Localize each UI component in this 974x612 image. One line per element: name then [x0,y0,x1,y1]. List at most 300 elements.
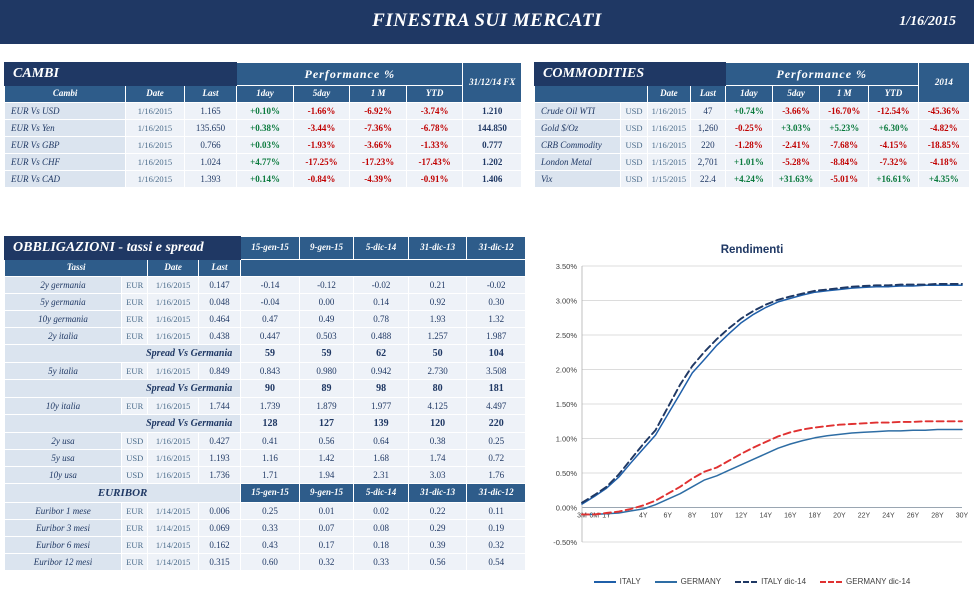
obblig-row-5-c6: 3.508 [467,362,526,379]
cambi-row-3-1day: +4.77% [237,153,294,170]
euribor-col-31dic12[interactable]: 31-dic-12 [467,483,526,502]
obblig-row-9-date: 1/16/2015 [148,432,198,449]
cambi-row-3-last: 1.024 [184,153,237,170]
commodities-row-1-1day: -0.25% [725,119,772,136]
cambi-row-1-fx: 144.850 [463,119,522,136]
obblig-spread-2-v5: 120 [408,414,467,432]
obblig-row-11-c6: 1.76 [467,466,526,483]
cambi-row-0-5day: -1.66% [293,102,350,119]
svg-text:0.00%: 0.00% [555,503,577,513]
obblig-row-9-c4: 0.64 [354,432,409,449]
obblig-row-1-c3: 0.00 [299,293,354,310]
svg-text:2.50%: 2.50% [555,331,577,340]
commodities-col-1day[interactable]: 1day [725,86,772,103]
commodities-row-0-cur: USD [621,102,648,119]
commodities-row-2-date: 1/16/2015 [647,136,690,153]
commodities-row-2-1m: -7.68% [820,136,869,153]
obblig-row-7-date: 1/16/2015 [148,397,198,414]
obblig-row-9-cur: USD [122,432,148,449]
legend-swatch [655,581,677,583]
chart-legend [534,577,970,586]
svg-text:20Y: 20Y [833,512,846,520]
cambi-row-4-last: 1.393 [184,170,237,187]
commodities-row-0-name: Crude Oil WTI [535,102,621,119]
table-row [5,310,526,327]
page-title: FINESTRA SUI MERCATI [372,10,602,31]
commodities-row-0-2014: -45.36% [918,102,969,119]
euribor-row-1-name: Euribor 3 mesi [5,519,122,536]
commodities-row-1-ytd: +6.30% [869,119,918,136]
euribor-row-1-c4: 0.08 [354,519,409,536]
obblig-col-last[interactable]: Last [198,260,240,277]
cambi-col-ytd[interactable]: YTD [406,86,463,103]
cambi-col-1m[interactable]: 1 M [350,86,407,103]
report-date: 1/16/2015 [899,14,956,29]
commodities-row-0-1m: -16.70% [820,102,869,119]
cambi-row-0-last: 1.165 [184,102,237,119]
commodities-row-0-5day: -3.66% [772,102,819,119]
obblig-row-2-c4: 0.78 [354,310,409,327]
cambi-row-0-1day: +0.10% [237,102,294,119]
svg-text:1.00%: 1.00% [555,434,577,444]
obblig-row-0-name: 2y germania [5,276,122,293]
obblig-row-5-c2: 0.843 [241,362,300,379]
obblig-row-9-c6: 0.25 [467,432,526,449]
legend-swatch [594,581,616,583]
commodities-row-4-name: Vix [535,170,621,187]
obblig-row-10-c4: 1.68 [354,449,409,466]
chart-series-italy-dic-14 [582,284,962,503]
obblig-row-1-name: 5y germania [5,293,122,310]
obblig-row-1-c4: 0.14 [354,293,409,310]
obblig-col-5dic[interactable]: 5-dic-14 [354,237,409,260]
table-row [5,536,526,553]
obblig-spread-1-label: Spread Vs Germania [5,379,241,397]
euribor-row-1-c6: 0.19 [467,519,526,536]
legend-item-italy[interactable] [594,577,641,586]
rendimenti-chart-panel [534,244,970,592]
svg-text:10Y: 10Y [710,512,724,520]
euribor-row-0-last: 0.006 [198,502,240,519]
svg-text:14Y: 14Y [759,512,773,520]
obblig-row-3-c5: 1.257 [408,327,467,344]
table-row [5,170,522,187]
cambi-header-row [5,86,522,103]
commodities-row-0-date: 1/16/2015 [647,102,690,119]
commodities-col-2014: 2014 [918,63,969,103]
obblig-spread-0-v3: 59 [299,344,354,362]
cambi-row-1-5day: -3.44% [293,119,350,136]
cambi-row-2-1day: +0.03% [237,136,294,153]
obbligazioni-panel [4,236,526,571]
euribor-col-15gen[interactable]: 15-gen-15 [241,483,300,502]
obblig-spread-0-v4: 62 [354,344,409,362]
obblig-row-5-c3: 0.980 [299,362,354,379]
commodities-col-date[interactable]: Date [647,86,690,103]
obblig-row-3-c4: 0.488 [354,327,409,344]
commodities-row-0-ytd: -12.54% [869,102,918,119]
commodities-row-0-1day: +0.74% [725,102,772,119]
cambi-row-4-5day: -0.84% [293,170,350,187]
chart-area [534,258,970,588]
obblig-row-10-c5: 1.74 [408,449,467,466]
commodities-row-3-ytd: -7.32% [869,153,918,170]
euribor-row-2-last: 0.162 [198,536,240,553]
obblig-row-3-c3: 0.503 [299,327,354,344]
legend-swatch [820,581,842,583]
obblig-spread-1-v3: 89 [299,379,354,397]
cambi-row-0-ytd: -3.74% [406,102,463,119]
chart-series-germany-dic-14 [582,421,962,514]
obblig-row-10-c2: 1.16 [241,449,300,466]
legend-item-germany-dic-14[interactable] [820,577,910,586]
commodities-row-4-cur: USD [621,170,648,187]
commodities-row-0-last: 47 [690,102,725,119]
euribor-row-1-c5: 0.29 [408,519,467,536]
cambi-col-last[interactable]: Last [184,86,237,103]
commodities-row-4-1m: -5.01% [820,170,869,187]
commodities-row-1-1m: +5.23% [820,119,869,136]
legend-label: GERMANY dic-14 [846,577,911,586]
obblig-row-3-cur: EUR [122,327,148,344]
euribor-row-3-date: 1/14/2015 [148,553,198,570]
cambi-row-3-1m: -17.23% [350,153,407,170]
cambi-section-title: CAMBI [5,63,237,86]
obblig-spread-0-label: Spread Vs Germania [5,344,241,362]
legend-label: ITALY dic-14 [761,577,807,586]
obblig-row-7-c5: 4.125 [408,397,467,414]
obblig-row-0-c4: -0.02 [354,276,409,293]
commodities-col-last[interactable]: Last [690,86,725,103]
commodities-row-2-1day: -1.28% [725,136,772,153]
obblig-spread-0-v6: 104 [467,344,526,362]
obblig-row-3-c6: 1.987 [467,327,526,344]
euribor-row-1-cur: EUR [122,519,148,536]
svg-text:18Y: 18Y [808,512,822,520]
obblig-row-10-c6: 0.72 [467,449,526,466]
svg-text:28Y: 28Y [931,512,944,520]
obblig-row-1-c2: -0.04 [241,293,300,310]
cambi-row-2-5day: -1.93% [293,136,350,153]
svg-text:4Y: 4Y [639,512,648,520]
obblig-spread-1-v4: 98 [354,379,409,397]
commodities-col-5day[interactable]: 5day [772,86,819,103]
euribor-row-0-c3: 0.01 [299,502,354,519]
table-row [5,432,526,449]
obblig-row-7-last: 1.744 [198,397,240,414]
obblig-row-10-cur: USD [122,449,148,466]
euribor-row-2-date: 1/14/2015 [148,536,198,553]
obblig-row-2-c3: 0.49 [299,310,354,327]
svg-text:1.50%: 1.50% [555,400,577,409]
cambi-row-1-1m: -7.36% [350,119,407,136]
obblig-row-1-cur: EUR [122,293,148,310]
euribor-col-5dic[interactable]: 5-dic-14 [354,483,409,502]
svg-text:1Y: 1Y [602,512,611,520]
obbligazioni-section-title: OBBLIGAZIONI - tassi e spread [5,237,241,260]
euribor-row-2-c3: 0.17 [299,536,354,553]
euribor-row-2-cur: EUR [122,536,148,553]
cambi-row-2-1m: -3.66% [350,136,407,153]
commodities-row-2-cur: USD [621,136,648,153]
commodities-row-3-2014: -4.18% [918,153,969,170]
obblig-row-9-c2: 0.41 [241,432,300,449]
obblig-col-date[interactable]: Date [148,260,198,277]
cambi-row-1-last: 135.650 [184,119,237,136]
obblig-row-11-c4: 2.31 [354,466,409,483]
cambi-row-1-name: EUR Vs Yen [5,119,126,136]
commodities-row-4-2014: +4.35% [918,170,969,187]
obblig-col-tassi[interactable]: Tassi [5,260,148,277]
legend-item-italy-dic-14[interactable] [735,577,806,586]
euribor-col-31dic13[interactable]: 31-dic-13 [408,483,467,502]
spread-row [5,379,526,397]
commodities-row-3-1day: +1.01% [725,153,772,170]
cambi-perf-title: Performance % [237,63,463,86]
chart-svg [534,258,970,588]
table-row [5,136,522,153]
obblig-spread-2-v3: 127 [299,414,354,432]
table-row [535,170,970,187]
obblig-row-2-c5: 1.93 [408,310,467,327]
obblig-row-2-c6: 1.32 [467,310,526,327]
euribor-col-9gen[interactable]: 9-gen-15 [299,483,354,502]
obblig-spread-2-v4: 139 [354,414,409,432]
commodities-row-3-cur: USD [621,153,648,170]
obblig-col-9gen[interactable]: 9-gen-15 [299,237,354,260]
obblig-row-5-last: 0.849 [198,362,240,379]
cambi-col-5day[interactable]: 5day [293,86,350,103]
table-row [535,153,970,170]
cambi-col-1day[interactable]: 1day [237,86,294,103]
euribor-row-3-c5: 0.56 [408,553,467,570]
obblig-row-5-date: 1/16/2015 [148,362,198,379]
obblig-row-11-name: 10y usa [5,466,122,483]
legend-item-germany[interactable] [655,577,721,586]
obblig-row-10-c3: 1.42 [299,449,354,466]
cambi-col-date[interactable]: Date [126,86,185,103]
commodities-row-1-name: Gold $/Oz [535,119,621,136]
obblig-row-0-last: 0.147 [198,276,240,293]
obblig-title-row [5,237,526,260]
euribor-row-1-last: 0.069 [198,519,240,536]
svg-text:12Y: 12Y [735,512,748,520]
cambi-row-3-fx: 1.202 [463,153,522,170]
table-row [5,276,526,293]
commodities-row-2-ytd: -4.15% [869,136,918,153]
commodities-row-1-date: 1/16/2015 [647,119,690,136]
table-row [535,136,970,153]
euribor-row-2-c6: 0.32 [467,536,526,553]
obblig-row-0-date: 1/16/2015 [148,276,198,293]
cambi-row-4-date: 1/16/2015 [126,170,185,187]
cambi-row-4-1day: +0.14% [237,170,294,187]
obblig-spread-2-v6: 220 [467,414,526,432]
commodities-row-4-date: 1/15/2015 [647,170,690,187]
table-row [5,293,526,310]
obblig-row-11-cur: USD [122,466,148,483]
spread-row [5,414,526,432]
obblig-row-0-c3: -0.12 [299,276,354,293]
obblig-row-9-c3: 0.56 [299,432,354,449]
cambi-row-3-5day: -17.25% [293,153,350,170]
obblig-row-3-name: 2y italia [5,327,122,344]
commodities-row-1-cur: USD [621,119,648,136]
obblig-col-15gen[interactable]: 15-gen-15 [241,237,300,260]
commodities-perf-title: Performance % [725,63,918,86]
svg-text:24Y: 24Y [882,512,895,520]
svg-text:8Y: 8Y [688,512,697,520]
cambi-row-0-name: EUR Vs USD [5,102,126,119]
svg-text:2.00%: 2.00% [555,365,577,375]
euribor-row-0-c2: 0.25 [241,502,300,519]
euribor-row-0-cur: EUR [122,502,148,519]
commodities-row-3-date: 1/15/2015 [647,153,690,170]
euribor-header-row [5,483,526,502]
euribor-row-3-name: Euribor 12 mesi [5,553,122,570]
commodities-row-3-5day: -5.28% [772,153,819,170]
cambi-col-name[interactable]: Cambi [5,86,126,103]
obblig-row-5-c5: 2.730 [408,362,467,379]
obblig-row-3-date: 1/16/2015 [148,327,198,344]
legend-swatch [735,581,757,583]
cambi-row-3-date: 1/16/2015 [126,153,185,170]
table-row [5,397,526,414]
cambi-title-row [5,63,522,86]
svg-text:30Y: 30Y [955,512,969,520]
obblig-spread-0-v2: 59 [241,344,300,362]
commodities-row-1-last: 1,260 [690,119,725,136]
svg-text:3.00%: 3.00% [555,296,577,306]
obblig-row-2-cur: EUR [122,310,148,327]
euribor-row-3-c2: 0.60 [241,553,300,570]
euribor-row-0-c4: 0.02 [354,502,409,519]
obblig-col-31dic12[interactable]: 31-dic-12 [467,237,526,260]
cambi-panel [4,62,522,188]
obblig-row-7-c2: 1.739 [241,397,300,414]
svg-text:-0.50%: -0.50% [553,538,577,547]
svg-text:3M: 3M [577,512,587,520]
chart-series-italy [582,285,962,504]
obblig-spread-1-v6: 181 [467,379,526,397]
obblig-row-10-last: 1.193 [198,449,240,466]
commodities-row-1-5day: +3.03% [772,119,819,136]
commodities-col-1m[interactable]: 1 M [820,86,869,103]
obblig-row-9-name: 2y usa [5,432,122,449]
euribor-row-3-c3: 0.32 [299,553,354,570]
obblig-row-7-c6: 4.497 [467,397,526,414]
svg-text:0.50%: 0.50% [555,469,577,478]
commodities-col-name[interactable] [535,86,648,103]
obblig-spread-0-v5: 50 [408,344,467,362]
cambi-row-2-date: 1/16/2015 [126,136,185,153]
commodities-row-2-5day: -2.41% [772,136,819,153]
cambi-table [4,62,522,188]
obblig-row-9-last: 0.427 [198,432,240,449]
table-row [5,119,522,136]
page-header [0,0,974,44]
cambi-row-0-1m: -6.92% [350,102,407,119]
table-row [5,502,526,519]
table-row [5,553,526,570]
obblig-row-0-c5: 0.21 [408,276,467,293]
obblig-row-11-c3: 1.94 [299,466,354,483]
svg-text:26Y: 26Y [906,512,920,520]
table-row [5,519,526,536]
chart-title: Rendimenti [720,244,784,256]
obblig-row-2-last: 0.464 [198,310,240,327]
obblig-spread-1-v2: 90 [241,379,300,397]
cambi-row-1-date: 1/16/2015 [126,119,185,136]
obblig-row-0-cur: EUR [122,276,148,293]
table-row [535,119,970,136]
table-row [5,466,526,483]
euribor-row-2-c4: 0.18 [354,536,409,553]
obblig-row-11-last: 1.736 [198,466,240,483]
euribor-row-1-c3: 0.07 [299,519,354,536]
svg-text:16Y: 16Y [784,512,797,520]
euribor-row-2-name: Euribor 6 mesi [5,536,122,553]
table-row [5,102,522,119]
euribor-row-3-cur: EUR [122,553,148,570]
commodities-section-title: COMMODITIES [535,63,726,86]
obblig-row-3-last: 0.438 [198,327,240,344]
obblig-row-3-c2: 0.447 [241,327,300,344]
obblig-row-10-name: 5y usa [5,449,122,466]
obblig-row-7-c4: 1.977 [354,397,409,414]
commodities-title-row [535,63,970,86]
euribor-row-1-c2: 0.33 [241,519,300,536]
obblig-row-10-date: 1/16/2015 [148,449,198,466]
cambi-row-0-date: 1/16/2015 [126,102,185,119]
obblig-row-9-c5: 0.38 [408,432,467,449]
obblig-row-1-date: 1/16/2015 [148,293,198,310]
obblig-spread-2-label: Spread Vs Germania [5,414,241,432]
obblig-row-0-c6: -0.02 [467,276,526,293]
commodities-col-ytd[interactable]: YTD [869,86,918,103]
obblig-spread-1-v5: 80 [408,379,467,397]
obblig-row-5-c4: 0.942 [354,362,409,379]
obblig-row-5-name: 5y italia [5,362,122,379]
euribor-row-1-date: 1/14/2015 [148,519,198,536]
cambi-row-4-fx: 1.406 [463,170,522,187]
commodities-row-4-5day: +31.63% [772,170,819,187]
cambi-col-fx: 31/12/14 FX [463,63,522,103]
obblig-row-1-last: 0.048 [198,293,240,310]
obblig-row-1-c5: 0.92 [408,293,467,310]
euribor-row-3-c6: 0.54 [467,553,526,570]
cambi-row-4-ytd: -0.91% [406,170,463,187]
cambi-row-2-ytd: -1.33% [406,136,463,153]
obblig-header-row [5,260,526,277]
cambi-row-4-name: EUR Vs CAD [5,170,126,187]
obblig-row-11-c2: 1.71 [241,466,300,483]
cambi-row-2-last: 0.766 [184,136,237,153]
obblig-col-31dic13[interactable]: 31-dic-13 [408,237,467,260]
cambi-row-3-ytd: -17.43% [406,153,463,170]
table-row [5,362,526,379]
obblig-row-11-c5: 3.03 [408,466,467,483]
euribor-row-0-date: 1/14/2015 [148,502,198,519]
commodities-row-3-name: London Metal [535,153,621,170]
euribor-row-2-c2: 0.43 [241,536,300,553]
obblig-spread-2-v2: 128 [241,414,300,432]
euribor-row-0-c6: 0.11 [467,502,526,519]
commodities-row-2-last: 220 [690,136,725,153]
commodities-row-3-1m: -8.84% [820,153,869,170]
table-row [5,153,522,170]
cambi-row-4-1m: -4.39% [350,170,407,187]
